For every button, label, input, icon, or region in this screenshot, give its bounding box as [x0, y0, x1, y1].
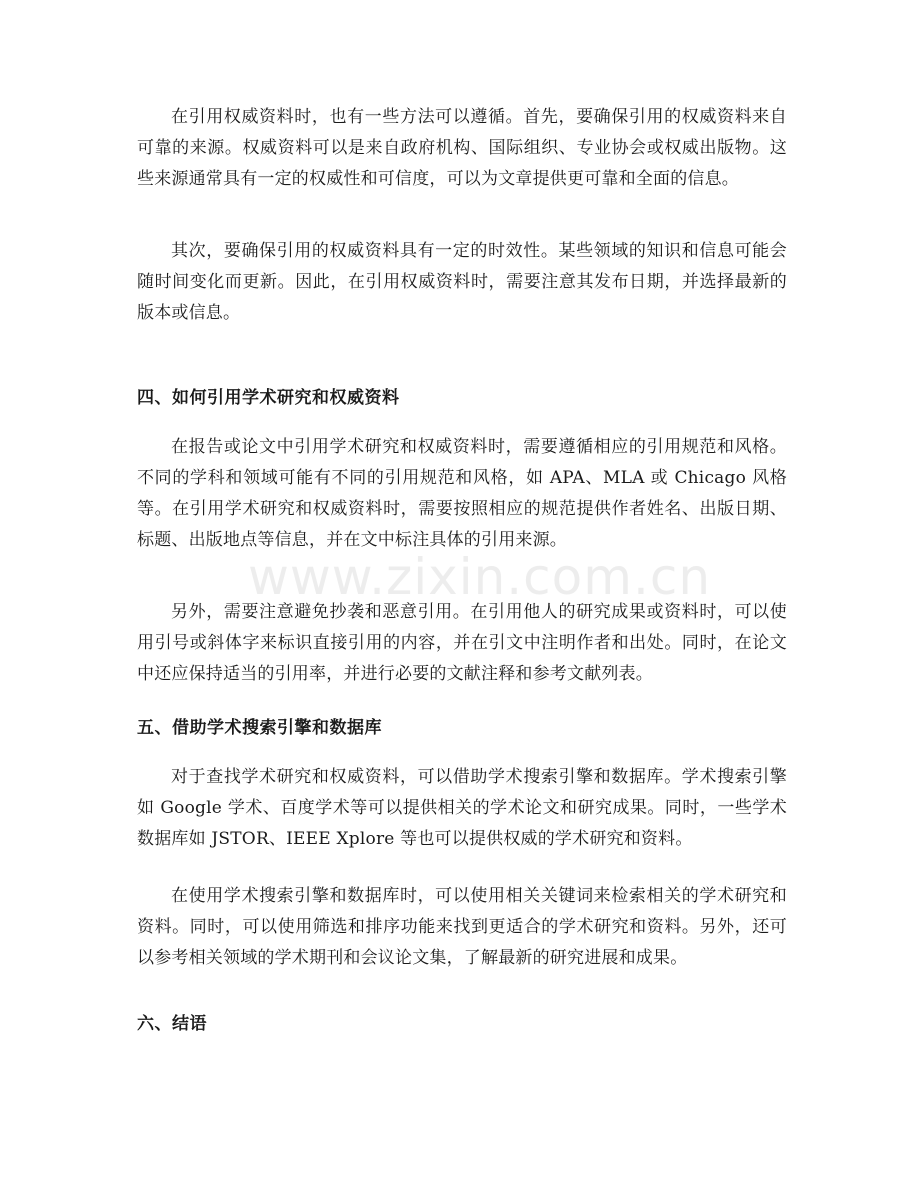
paragraph-keyword-search: 在使用学术搜索引擎和数据库时，可以使用相关关键词来检索相关的学术研究和资料。同时，可以使用筛选和排序功能来找到更适合的学术研究和资料。另外，还可以参考相关领域的学术期刊和会议论文集，了解最新的研究进展和成果。: [137, 886, 787, 968]
paragraph-avoid-plagiarism: 另外，需要注意避免抄袭和恶意引用。在引用他人的研究成果或资料时，可以使用引号或斜体字来标识直接引用的内容，并在引文中注明作者和出处。同时，在论文中还应保持适当的引用率，并进行必要的文献注释和参考文献列表。: [137, 602, 787, 684]
paragraph-search-engines: 对于查找学术研究和权威资料，可以借助学术搜索引擎和数据库。学术搜索引擎如 Google 学术、百度学术等可以提供相关的学术论文和研究成果。同时，一些学术数据库如 JSTOR、IEEE Xplore 等也可以提供权威的学术研究和资料。: [137, 767, 787, 849]
section-heading-6: 六、结语: [137, 1014, 207, 1034]
paragraph-authoritative-sources: 在引用权威资料时，也有一些方法可以遵循。首先，要确保引用的权威资料来自可靠的来源。权威资料可以是来自政府机构、国际组织、专业协会或权威出版物。这些来源通常具有一定的权威性和可信度，可以为文章提供更可靠和全面的信息。: [137, 107, 787, 189]
watermark: www.zixin.com.cn: [248, 548, 712, 606]
paragraph-timeliness: 其次，要确保引用的权威资料具有一定的时效性。某些领域的知识和信息可能会随时间变化而更新。因此，在引用权威资料时，需要注意其发布日期，并选择最新的版本或信息。: [137, 241, 787, 323]
section-heading-4: 四、如何引用学术研究和权威资料: [137, 388, 400, 408]
section-heading-5: 五、借助学术搜索引擎和数据库: [137, 718, 382, 738]
paragraph-citation-style: 在报告或论文中引用学术研究和权威资料时，需要遵循相应的引用规范和风格。不同的学科和领域可能有不同的引用规范和风格，如 APA、MLA 或 Chicago 风格等。在引用学术研究和权威资料时，需要按照相应的规范提供作者姓名、出版日期、标题、出版地点等信息，并在文中标注具体的引用来源。: [137, 437, 787, 550]
